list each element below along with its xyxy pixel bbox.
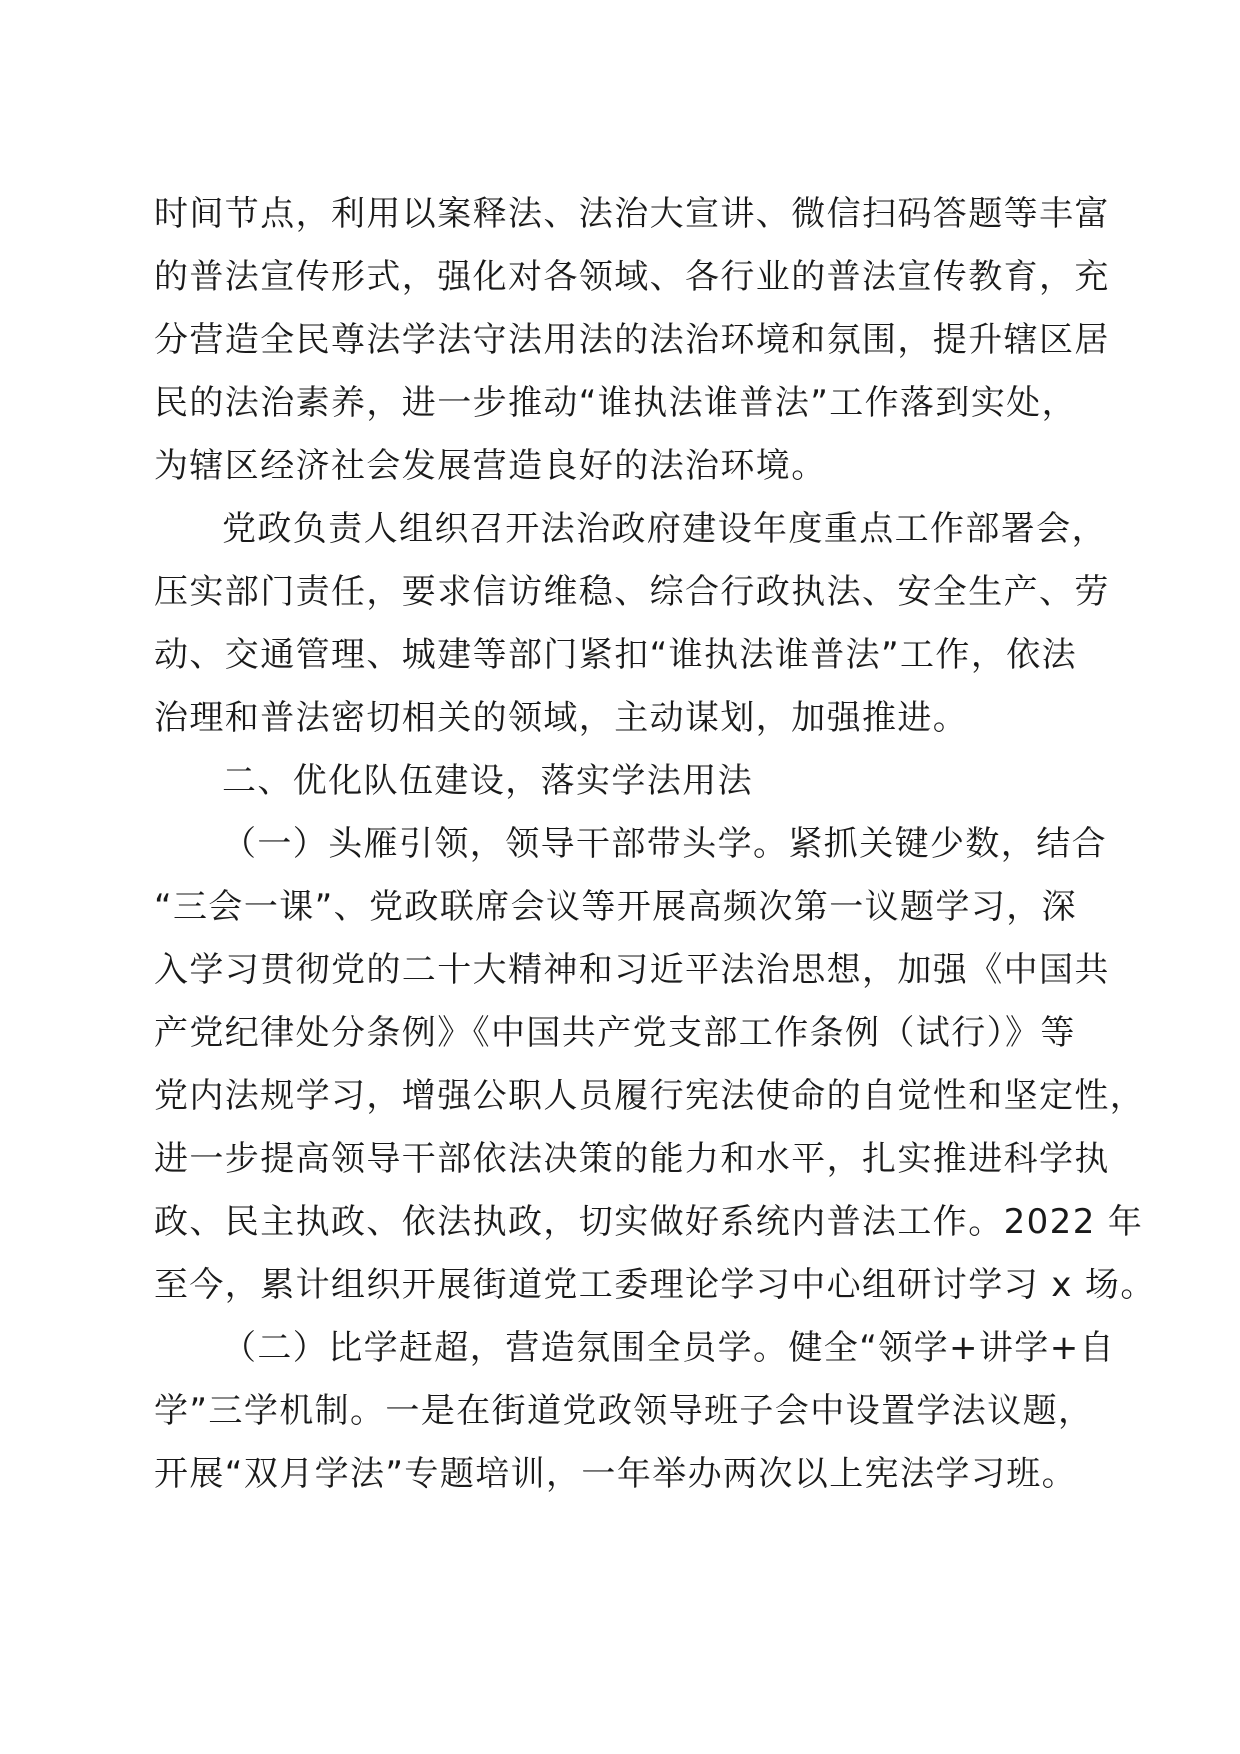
text-line: 的普法宣传形式，强化对各领域、各行业的普法宣传教育，充 (154, 257, 1110, 297)
text-line: 为辖区经济社会发展营造良好的法治环境。 (154, 446, 827, 486)
text-line: 党内法规学习，增强公职人员履行宪法使命的自觉性和坚定性， (154, 1076, 1146, 1116)
text-line: 入学习贯彻党的二十大精神和习近平法治思想，加强《中国共 (154, 950, 1110, 990)
text-line: 开展“双月学法”专题培训，一年举办两次以上宪法学习班。 (154, 1454, 1078, 1494)
text-line: 产党纪律处分条例》《中国共产党支部工作条例（试行）》等 (154, 1013, 1076, 1053)
paragraph-first-line: （二）比学赶超，营造氛围全员学。健全“领学+讲学+自 (222, 1328, 1115, 1368)
text-line: 动、交通管理、城建等部门紧扣“谁执法谁普法”工作，依法 (154, 635, 1078, 675)
text-line: 民的法治素养，进一步推动“谁执法谁普法”工作落到实处， (154, 383, 1078, 423)
text-line: 政、民主执政、依法执政，切实做好系统内普法工作。2022 年 (154, 1202, 1144, 1242)
section-heading: 二、优化队伍建设，落实学法用法 (222, 761, 753, 801)
text-line: 至今，累计组织开展街道党工委理论学习中心组研讨学习 x 场。 (154, 1265, 1156, 1305)
paragraph-first-line: 党政负责人组织召开法治政府建设年度重点工作部署会， (222, 509, 1107, 549)
text-line: 治理和普法密切相关的领域，主动谋划，加强推进。 (154, 698, 969, 738)
text-line: 学”三学机制。一是在街道党政领导班子会中设置学法议题， (154, 1391, 1094, 1431)
text-line: 进一步提高领导干部依法决策的能力和水平，扎实推进科学执 (154, 1139, 1110, 1179)
text-line: 分营造全民尊法学法守法用法的法治环境和氛围，提升辖区居 (154, 320, 1110, 360)
paragraph-first-line: （一）头雁引领，领导干部带头学。紧抓关键少数，结合 (222, 824, 1107, 864)
text-line: 压实部门责任，要求信访维稳、综合行政执法、安全生产、劳 (154, 572, 1110, 612)
text-line: 时间节点，利用以案释法、法治大宣讲、微信扫码答题等丰富 (154, 194, 1110, 234)
text-line: “三会一课”、党政联席会议等开展高频次第一议题学习，深 (154, 887, 1078, 927)
document-body (154, 183, 1156, 1506)
